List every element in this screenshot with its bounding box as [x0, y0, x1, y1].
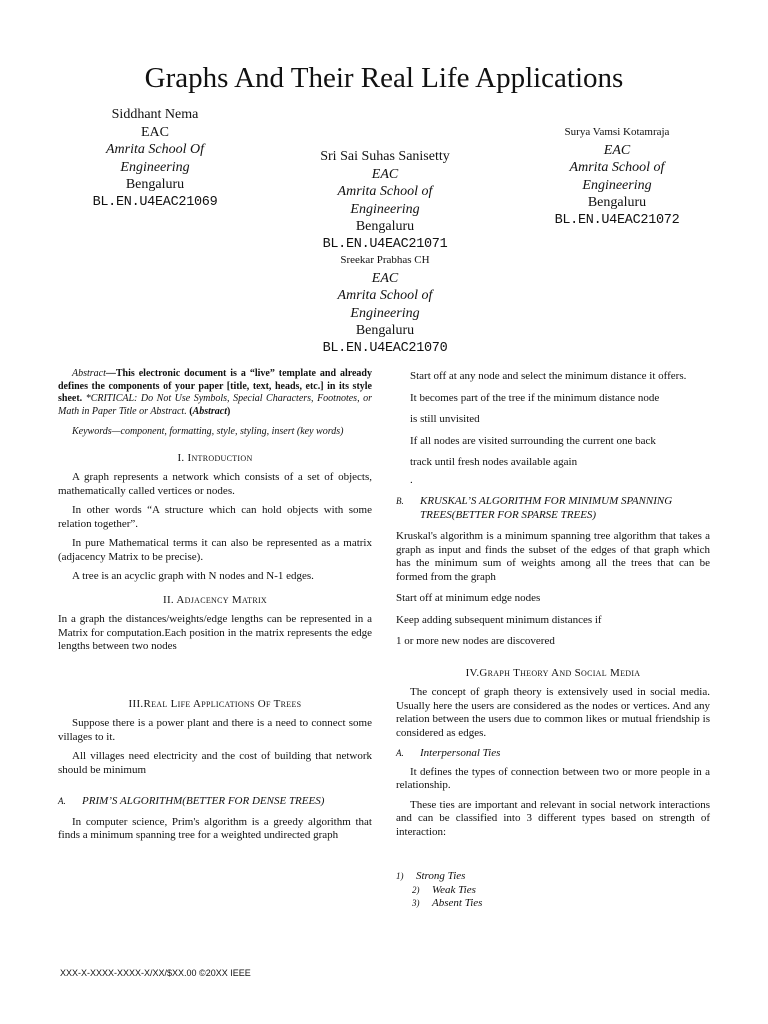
author-school: Amrita School of: [337, 184, 433, 199]
left-column: [58, 368, 372, 843]
author-name: Siddhant Nema: [111, 107, 199, 122]
author-school: Amrita School Of: [106, 142, 204, 157]
copyright-footer: XXX-X-XXXX-XXXX-X/XX/$XX.00 ©20XX IEEE: [60, 968, 251, 978]
author-name: Sri Sai Suhas Sanisetty: [320, 149, 450, 164]
author-city: Bengaluru: [587, 195, 647, 210]
paragraph: All villages need electricity and the cost of building that network should be minimum: [58, 750, 372, 776]
keywords: Keywords—component, formatting, style, styling, insert (key words): [72, 426, 344, 437]
author-school: Engineering: [582, 177, 652, 193]
abstract-text: This electronic document is a “live” template and already defines the components of your paper [title, text, heads, etc.] in its style sheet.: [58, 368, 372, 404]
paragraph: Kruskal's algorithm is a minimum spanning tree algorithm that takes a graph as input and finds the subset of the edges of that graph which has the minimum sum of weights among all the trees that can be formed from the graph: [396, 530, 710, 583]
abstract-critical-note: *CRITICAL: Do Not Use Symbols, Special Characters, Footnotes, or Math in Paper Title or Abstract.: [58, 393, 372, 417]
author-id: BL.EN.U4EAC21071: [322, 236, 448, 252]
paragraph: is still unvisited: [410, 413, 480, 425]
right-column: [396, 370, 710, 911]
author-school: Engineering: [120, 159, 190, 175]
paragraph: Keep adding subsequent minimum distances if: [396, 613, 602, 626]
author-block-4: [290, 252, 480, 357]
author-id: BL.EN.U4EAC21069: [92, 194, 218, 210]
paragraph: Suppose there is a power plant and there is a need to connect some villages to it.: [58, 717, 372, 743]
section-heading-social-media: IV.Graph Theory And Social Media: [465, 666, 641, 679]
paragraph: Start off at any node and select the minimum distance it offers.: [410, 370, 687, 382]
paragraph: In computer science, Prim's algorithm is a greedy algorithm that finds a minimum spanning tree for a weighted undirected graph: [58, 815, 372, 841]
author-name: Sreekar Prabhas CH: [340, 254, 430, 266]
paragraph: In other words “A structure which can hold objects with some relation together”.: [58, 504, 372, 530]
author-city: Bengaluru: [125, 177, 185, 192]
paragraph: If all nodes are visited surrounding the current one back: [410, 434, 656, 447]
paragraph: In pure Mathematical terms it can also be represented as a matrix (adjacency Matrix to be precise).: [58, 537, 372, 563]
section-heading-adjacency-matrix: II. Adjacency Matrix: [162, 593, 268, 606]
paragraph: It defines the types of connection between two or more people in a relationship.: [396, 765, 710, 791]
author-block-3: [522, 124, 712, 229]
author-id: BL.EN.U4EAC21072: [554, 212, 680, 228]
paragraph: track until fresh nodes available again: [410, 456, 578, 468]
author-school: Amrita School of: [337, 288, 433, 303]
paragraph: These ties are important and relevant in social network interactions and can be classified into 3 different types based on strength of interaction:: [396, 798, 710, 838]
subsection-heading-kruskals: B. KRUSKAL’S ALGORITHM FOR MINIMUM SPANNING TREES(BETTER FOR SPARSE TREES): [396, 495, 673, 521]
paragraph: It becomes part of the tree if the minimum distance node: [410, 391, 660, 404]
author-id: BL.EN.U4EAC21070: [322, 340, 448, 356]
paragraph: The concept of graph theory is extensively used in social media. Usually here the users are considered as the nodes or vertices. And any relation between the users due to common likes or mutual friendship is considered as edges.: [396, 686, 710, 739]
author-school: Engineering: [350, 201, 420, 217]
author-block-1: [60, 106, 250, 211]
list-item: 2) Weak Ties: [412, 883, 476, 896]
author-org: EAC: [603, 142, 631, 158]
paragraph: A graph represents a network which consists of a set of objects, mathematically called vertices or nodes.: [58, 471, 372, 497]
abstract: Abstract—This electronic document is a “live” template and already defines the components of your paper [title, text, heads, etc.] in its style sheet. *CRITICAL: Do Not Use Symbols, Special Characters, Footnotes, or Math in Paper Title or Abstract. (Abstract): [58, 368, 372, 417]
abstract-label: Abstract: [72, 368, 106, 379]
paragraph: 1 or more new nodes are discovered: [396, 635, 555, 647]
author-org: EAC: [141, 124, 169, 140]
section-heading-introduction: I. Introduction: [177, 451, 253, 464]
subsection-heading-prims: A. PRIM’S ALGORITHM(BETTER FOR DENSE TREES): [58, 795, 325, 807]
author-block-2: [290, 148, 480, 253]
author-school: Engineering: [350, 305, 420, 321]
author-city: Bengaluru: [355, 219, 415, 234]
subsection-heading-interpersonal-ties: A. Interpersonal Ties: [396, 747, 501, 759]
paragraph: Start off at minimum edge nodes: [396, 592, 541, 604]
paragraph: In a graph the distances/weights/edge lengths can be represented in a Matrix for computation.Each position in the matrix represents the edge lengths between two nodes: [58, 613, 372, 652]
author-name: Surya Vamsi Kotamraja: [564, 126, 670, 138]
author-org: EAC: [371, 270, 399, 286]
list-item: 3) Absent Ties: [412, 897, 483, 909]
author-city: Bengaluru: [355, 323, 415, 338]
paragraph: A tree is an acyclic graph with N nodes and N-1 edges.: [72, 570, 314, 582]
section-heading-real-life-applications: III.Real Life Applications Of Trees: [128, 697, 302, 710]
author-org: EAC: [371, 166, 399, 182]
ties-list: [396, 870, 710, 911]
paragraph: .: [410, 473, 413, 486]
author-school: Amrita School of: [569, 160, 665, 175]
paper-title: Graphs And Their Real Life Applications: [144, 62, 624, 94]
list-item: 1) Strong Ties: [396, 870, 466, 882]
